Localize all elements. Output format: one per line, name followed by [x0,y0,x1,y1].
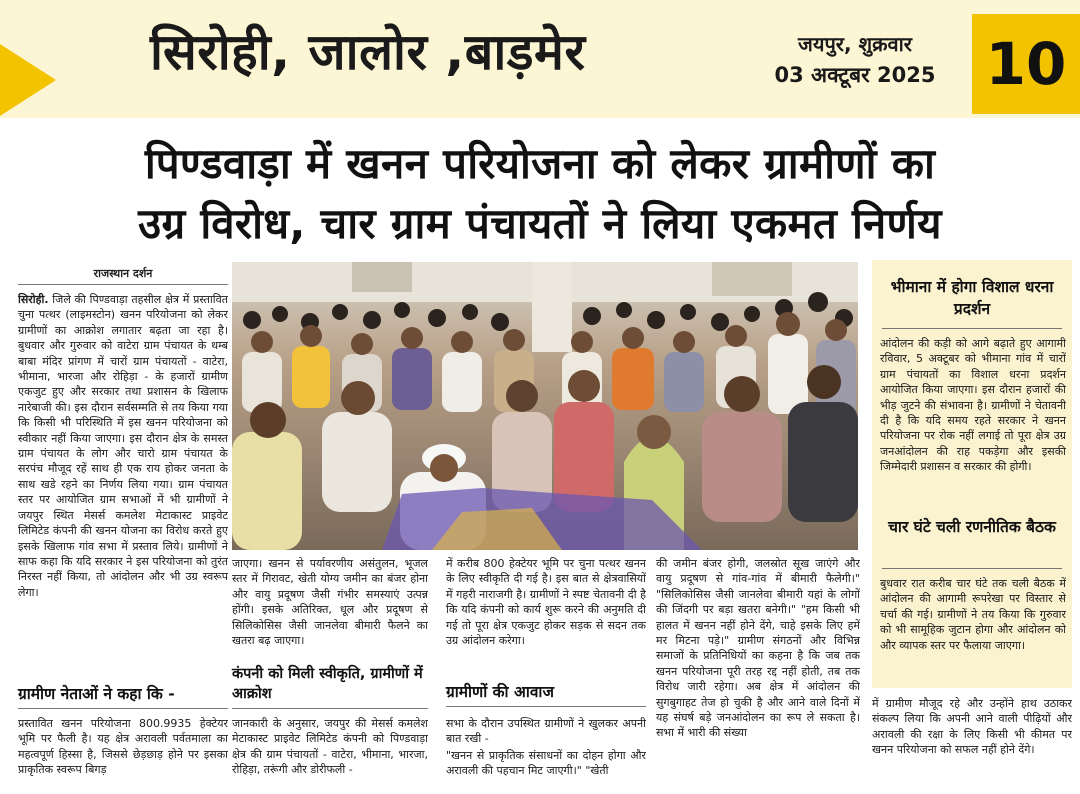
page-number: 10 [972,14,1080,114]
article-paragraph: सभा के दौरान उपस्थित ग्रामीणों ने खुलकर अपनी बात रखी - [446,717,646,746]
article-continuation: में ग्रामीण मौजूद रहे और उन्होंने हाथ उठाकर संकल्प लिया कि अपनी आने वाली पीढ़ियों और अरावली की रक्षा के लिए किसी भी कीमत पर खनन परियोजना को सफल नहीं होने देंगे। [872,697,1072,757]
city-day: जयपुर, शुक्रवार [798,32,912,56]
byline: राजस्थान दर्शन [93,267,153,280]
subhead-company-approval: कंपनी को मिली स्वीकृति, ग्रामीणों में आक्रोश [232,666,423,702]
byline-divider [18,284,228,285]
sidebar-heading-protest: भीमाना में होगा विशाल धरना प्रदर्शन [890,278,1054,318]
article-paragraph: की जमीन बंजर होगी, जलस्रोत सूख जाएंगे और वायु प्रदूषण से गांव-गांव में बीमारी फैलेगी।" "सिलिकोसिस जैसी जानलेवा बीमारी यहां के लोगों की जिंदगी पर बड़ा खतरा बनेगी।" "हम किसी भी हालत में खनन नहीं होने देंगे, चाहे इसके लिए हमें मर मिटना पड़े।" ग्रामीण संगठनों और विभिन्न समाजों के प्रतिनिधियों का कहना है कि जब तक खनन परियोजना पूरी तरह रद्द नहीं होती, तब तक विरोध जारी रहेगा। अब क्षेत्र में आंदोलन की सुगबुगाहट तेज हो चुकी है और आने वाले दिनों में यह संघर्ष बड़े जनआंदोलन का रूप ले सकता है। सभा में भारी की संख्या [656,557,860,740]
yellow-triangle-icon [0,44,56,116]
sidebar-paragraph: बुधवार रात करीब चार घंटे तक चली बैठक में आंदोलन की आगामी रूपरेखा पर विस्तार से चर्चा की गई। ग्रामीणों ने तय किया कि गुरुवार को भी सामूहिक जुटान होगा और आंदोलन को और व्यापक स्तर पर फैलाया जाएगा। [880,577,1066,652]
article-paragraph: जाएगा। खनन से पर्यावरणीय असंतुलन, भूजल स्तर में गिरावट, खेती योग्य जमीन का बंजर होना और वायु प्रदूषण जैसी गंभीर समस्याएं उत्पन्न होंगी। इसके अतिरिक्त, धूल और प्रदूषण से सिलिकोसिस जैसी जानलेवा बीमारी फैलने का खतरा बढ़ जाएगा। [232,557,428,648]
sidebar-divider [882,568,1062,569]
subhead-divider [232,708,428,709]
masthead-band [0,0,1080,118]
sidebar-paragraph: आंदोलन की कड़ी को आगे बढ़ाते हुए आगामी रविवार, 5 अक्टूबर को भीमाना गांव में चारों ग्राम पंचायतों का विशाल धरना प्रदर्शन आयोजित किया जाएगा। इस दौरान हजारों की भीड़ जुटने की संभावना है। ग्रामीणों ने चेतावनी दी है कि यदि समय रहते सरकार ने खनन परियोजना पर रोक नहीं लगाई तो पूरा क्षेत्र उग्र जनआंदोलन की राह पकड़ेगा और इसकी जिम्मेदारी प्रशासन व सरकार की होगी। [880,337,1066,474]
article-paragraph: प्रस्तावित खनन परियोजना 800.9935 हेक्टेयर भूमि पर फैली है। यह क्षेत्र अरावली पर्वतमाला का महत्वपूर्ण हिस्सा है, जिससे छेड़छाड़ होने पर इसका प्राकृतिक स्वरूप बिगड़ [18,717,228,777]
photo-illustration [232,262,858,550]
subhead-divider [18,708,228,709]
dateline-city: सिरोही. [18,293,49,306]
section-title: सिरोही, जालोर ,बाड़मेर [150,23,586,81]
subhead-divider [446,706,646,707]
article-paragraph: में करीब 800 हेक्टेयर भूमि पर चुना पत्थर खनन के लिए स्वीकृति दी गई है। इस बात से क्षेत्रवासियों में गहरी नाराजगी है। ग्रामीणों ने स्पष्ट चेतावनी दी है कि यदि कंपनी को कार्य शुरू करने की अनुमति दी गई तो पूरा क्षेत्र एकजुट होकर सड़क से सदन तक उग्र आंदोलन करेगा। [446,557,646,648]
article-paragraph: जिले की पिण्डवाड़ा तहसील क्षेत्र में प्रस्तावित चुना पत्थर (लाइमस्टोन) खनन परियोजना को लेकर ग्रामीणों का आक्रोश लगातार बढ़ता जा रहा है। बुधवार और गुरुवार को वाटेरा ग्राम पंचायत के थम्ब बाबा मंदिर प्रांगण में चारों ग्राम पंचायतों - वाटेरा, भीमाना, भारजा और रोहिड़ा - के हजारों ग्रामीण एकजुट हुए और सरकार तथा प्रशासन के खिलाफ नारेबाजी की। इस दौरान सर्वसम्मति से तय किया गया कि किसी भी परिस्थिति में इस खनन परियोजना को स्वीकार नहीं किया जाएगा। इस दौरान क्षेत्र के समस्त ग्राम पंचायत के लोग और चारो ग्राम पंचायत के सरपंच मौजूद रहें साथ ही एक राय होकर जनता के साथ खडे रहने का निर्णय लिया गया। ग्राम पंचायत स्तर पर आयोजित ग्राम सभाओं में भी ग्रामीणों ने जयपुर स्थित मेसर्स कमलेश मेटाकास्ट प्राइवेट लिमिटेड कंपनी की खनन योजना का विरोध करते हुए इसके खिलाफ गांव सभा में प्रस्ताव लिये। ग्रामीणों ने साफ कहा कि यदि सरकार ने इस परियोजना को तुरंत निरस्त नहीं किया, तो आंदोलन और भी उग्र स्वरूप लेगा। [18,293,228,599]
sidebar-heading-meeting: चार घंटे चली रणनीतिक बैठक [888,518,1056,536]
headline-line-1: पिण्डवाड़ा में खनन परियोजना को लेकर ग्रामीणों का [144,139,936,188]
headline-line-2: उग्र विरोध, चार ग्राम पंचायतों ने लिया एकमत निर्णय [138,199,942,248]
issue-date: 03 अक्टूबर 2025 [774,63,936,87]
subhead-leaders: ग्रामीण नेताओं ने कहा कि - [18,685,175,703]
dateline [740,30,970,89]
sidebar-divider [882,328,1062,329]
article-quote: "खनन से प्राकृतिक संसाधनों का दोहन होगा और अरावली की पहचान मिट जाएगी।" "खेती [446,749,646,778]
article-paragraph: जानकारी के अनुसार, जयपुर की मेसर्स कमलेश मेटाकास्ट प्राइवेट लिमिटेड कंपनी को पिण्डवाड़ा क्षेत्र की ग्राम पंचायतों - वाटेरा, भीमाना, भारजा, रोहिड़ा, तरूंगी और डोरीफली - [232,717,428,777]
crowd-meeting-photo [232,262,858,550]
subhead-villagers-voice: ग्रामीणों की आवाज [446,683,554,701]
article-column-1 [18,292,228,678]
